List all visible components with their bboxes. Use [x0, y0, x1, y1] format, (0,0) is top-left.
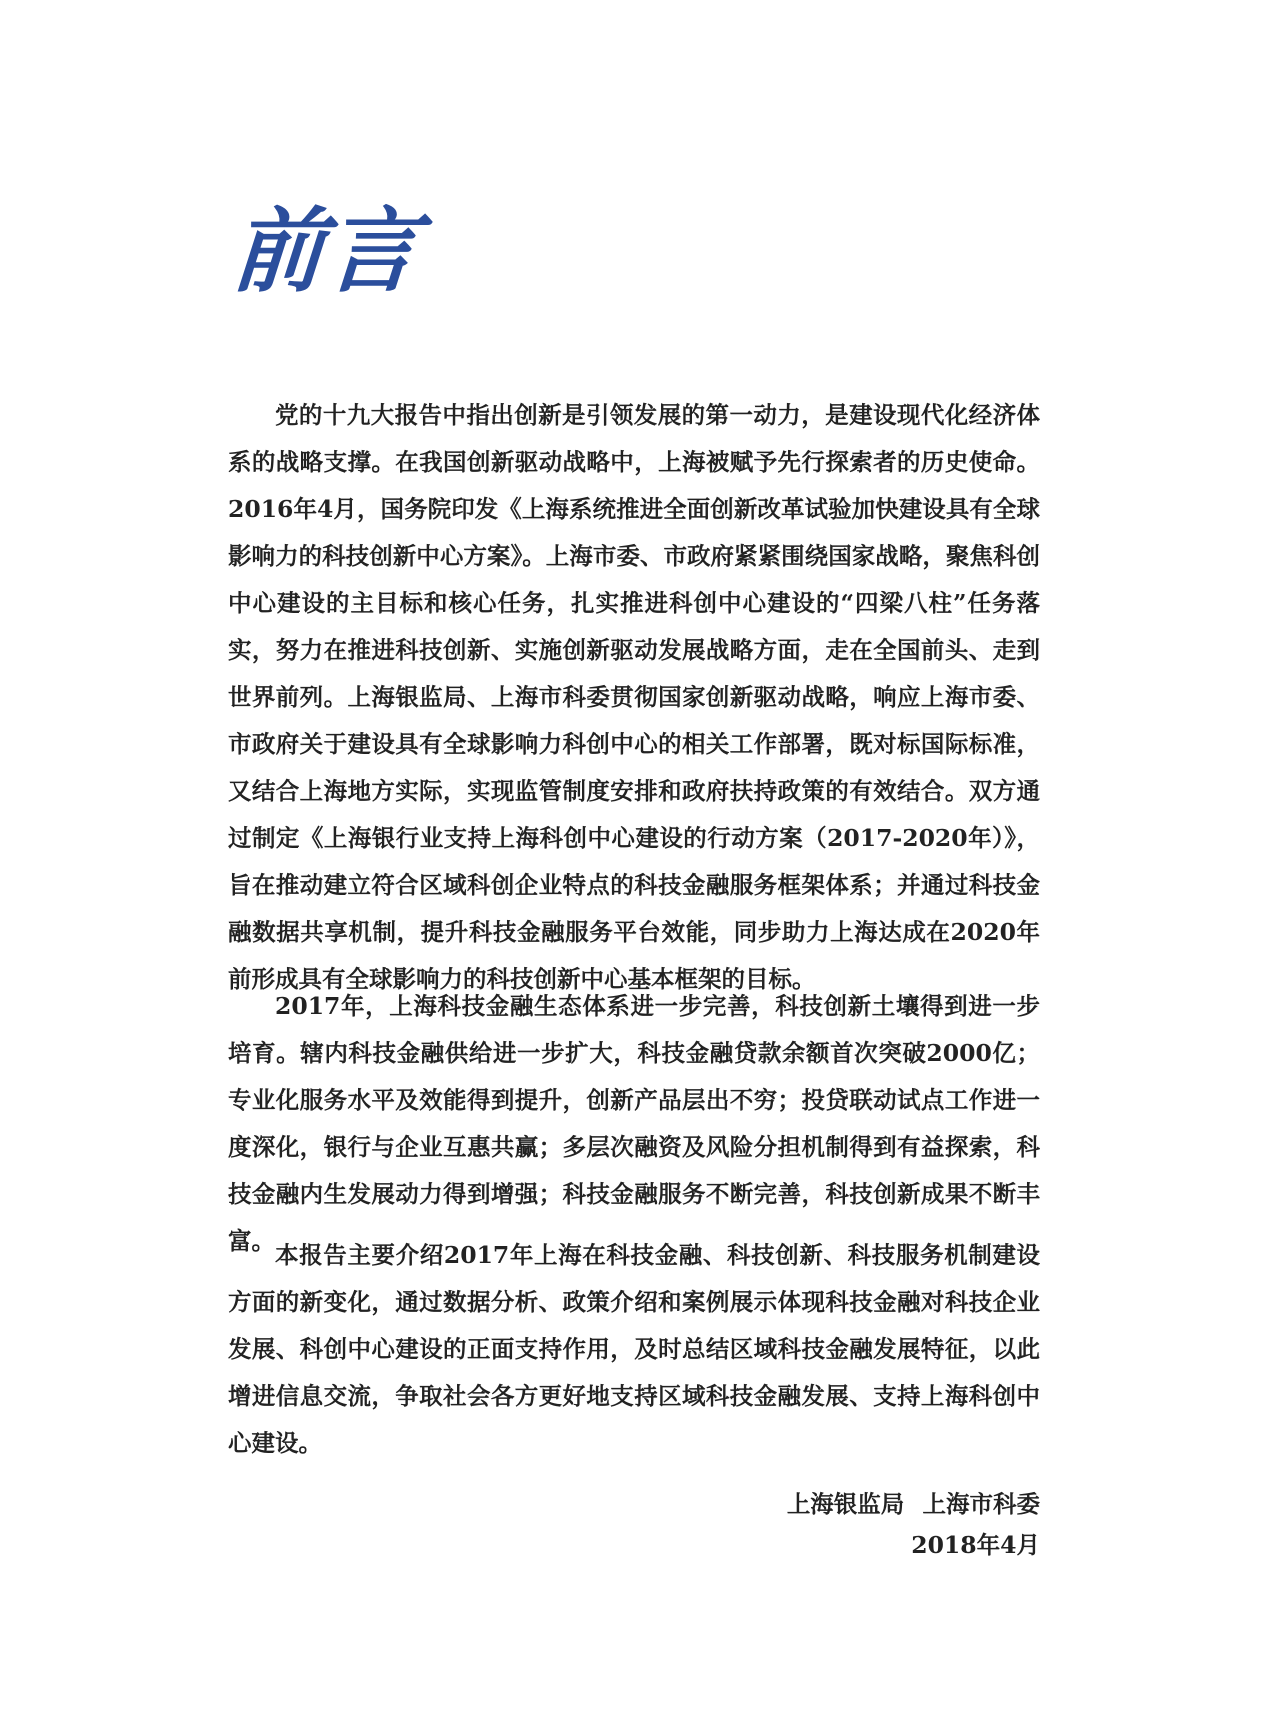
- signature-organizations: 上海银监局 上海市科委: [786, 1490, 1040, 1518]
- page-title: 前言: [228, 197, 424, 305]
- paragraph-2: 2017年，上海科技金融生态体系进一步完善，科技创新土壤得到进一步培育。辖内科技金融供给进一步扩大，科技金融贷款余额首次突破2000亿；专业化服务水平及效能得到提升，创新产品层出不穷；投贷联动试点工作进一度深化，银行与企业互惠共赢；多层次融资及风险分担机制得到有益探索，科技金融内生发展动力得到增强；科技金融服务不断完善，科技创新成果不断丰富。: [228, 992, 1040, 1255]
- paragraph-1: 党的十九大报告中指出创新是引领发展的第一动力，是建设现代化经济体系的战略支撑。在我国创新驱动战略中，上海被赋予先行探索者的历史使命。2016年4月，国务院印发《上海系统推进全面创新改革试验加快建设具有全球影响力的科技创新中心方案》。上海市委、市政府紧紧围绕国家战略，聚焦科创中心建设的主目标和核心任务，扎实推进科创中心建设的“四梁八柱”任务落实，努力在推进科技创新、实施创新驱动发展战略方面，走在全国前头、走到世界前列。上海银监局、上海市科委贯彻国家创新驱动战略，响应上海市委、市政府关于建设具有全球影响力科创中心的相关工作部署，既对标国际标准，又结合上海地方实际，实现监管制度安排和政府扶持政策的有效结合。双方通过制定《上海银行业支持上海科创中心建设的行动方案（2017-2020年）》，旨在推动建立符合区域科创企业特点的科技金融服务框架体系；并通过科技金融数据共享机制，提升科技金融服务平台效能，同步助力上海达成在2020年前形成具有全球影响力的科技创新中心基本框架的目标。: [228, 401, 1040, 993]
- paragraph-3: 本报告主要介绍2017年上海在科技金融、科技创新、科技服务机制建设方面的新变化，通过数据分析、政策介绍和案例展示体现科技金融对科技企业发展、科创中心建设的正面支持作用，及时总结区域科技金融发展特征，以此增进信息交流，争取社会各方更好地支持区域科技金融发展、支持上海科创中心建设。: [228, 1241, 1040, 1457]
- signature-date: 2018年4月: [911, 1531, 1040, 1559]
